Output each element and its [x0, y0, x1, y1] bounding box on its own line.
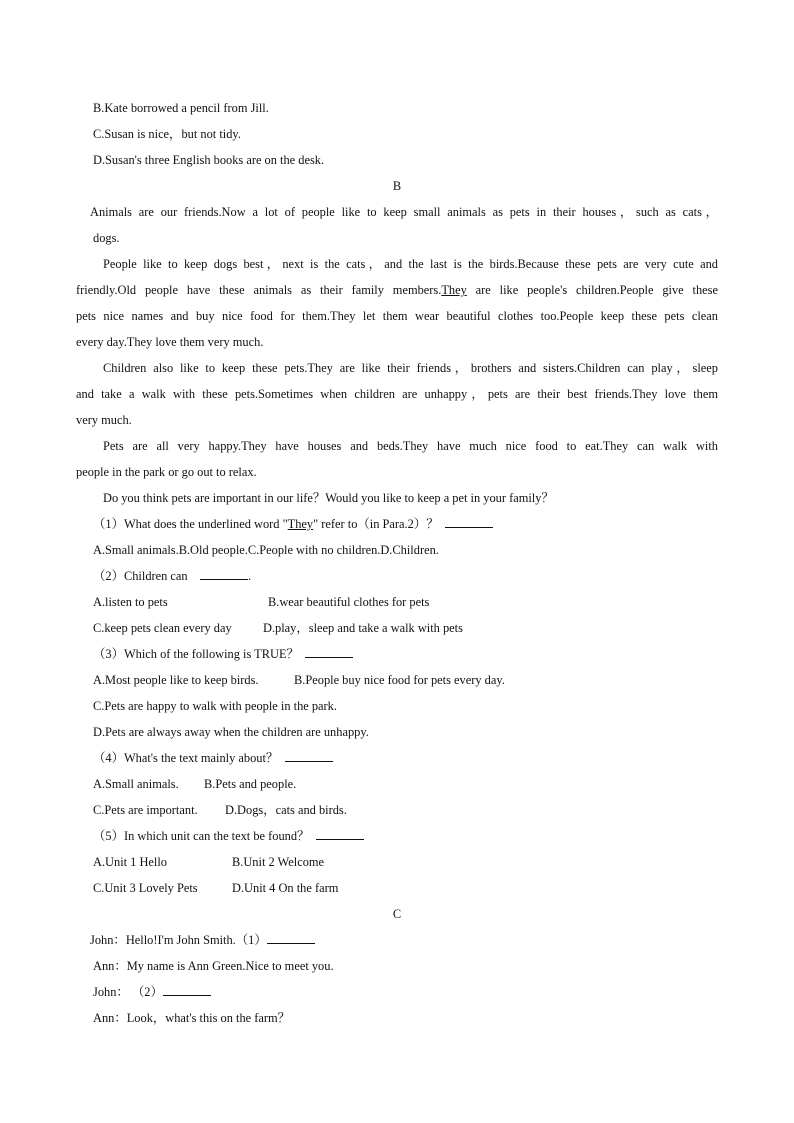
option-c: C.Pets are happy to walk with people in the park.	[93, 699, 337, 713]
dialogue-line: John：Hello!I'm John Smith.（1）	[90, 932, 315, 948]
answer-blank[interactable]	[163, 984, 211, 996]
option-d: D.Unit 4 On the farm	[232, 881, 339, 895]
paragraph-line: every day.They love them very much.	[76, 335, 264, 349]
answer-blank[interactable]	[267, 932, 315, 944]
option-line: B.Kate borrowed a pencil from Jill.	[93, 101, 269, 115]
answer-blank[interactable]	[445, 516, 493, 528]
option-d: D.play，sleep and take a walk with pets	[263, 621, 463, 635]
speaker: John：	[93, 985, 129, 999]
section-heading-b: B	[392, 179, 402, 193]
option-a: A.Unit 1 Hello	[93, 855, 167, 869]
option-line: C.Susan is nice，but not tidy.	[93, 127, 241, 141]
paragraph-line: pets nice names and buy nice food for them.They let them wear beautiful clothes too.People keep these pets clean	[76, 309, 718, 323]
question-stem: （2）Children can .	[93, 569, 252, 583]
option-b: B.Pets and people.	[204, 777, 297, 791]
option-d: D.Dogs，cats and birds.	[225, 803, 347, 817]
option-b: B.Unit 2 Welcome	[232, 855, 325, 869]
option-b: B.People buy nice food for pets every day.	[294, 673, 505, 687]
paragraph-line: dogs.	[93, 231, 120, 245]
speaker: Ann：	[93, 959, 127, 973]
paragraph-line: Children also like to keep these pets.They are like their friends，brothers and sisters.Children can play，sleep	[103, 361, 718, 375]
option-b: B.wear beautiful clothes for pets	[268, 595, 430, 609]
option-a: A.listen to pets	[93, 595, 168, 609]
dialogue-line: Ann：My name is Ann Green.Nice to meet you.	[93, 959, 334, 973]
answer-blank[interactable]	[285, 750, 333, 762]
option-a: A.Most people like to keep birds.	[93, 673, 259, 687]
option-c: C.keep pets clean every day	[93, 621, 232, 635]
underlined-word: They	[287, 517, 314, 531]
section-heading-c: C	[392, 907, 402, 921]
option-c: C.Pets are important.	[93, 803, 198, 817]
option-a: A.Small animals.	[93, 777, 179, 791]
paragraph-line: Animals are our friends.Now a lot of people like to keep small animals as pets in their houses，such as cats，	[90, 205, 718, 219]
answer-blank[interactable]	[305, 646, 353, 658]
underlined-word: They	[441, 283, 467, 297]
paragraph-line-with-underline: friendly.Old people have these animals as their family members.They are like people's children.People give these	[76, 283, 718, 297]
question-stem: （4）What's the text mainly about？	[93, 750, 333, 766]
paragraph-line: very much.	[76, 413, 132, 427]
option-d: D.Pets are always away when the children are unhappy.	[93, 725, 369, 739]
dialogue-line: John： （2）	[93, 984, 211, 1000]
question-stem: （3）Which of the following is TRUE？	[93, 646, 353, 662]
dialogue-line: Ann：Look，what's this on the farm？	[93, 1011, 291, 1025]
option-line: D.Susan's three English books are on the desk.	[93, 153, 325, 167]
speaker: John：	[90, 933, 126, 947]
question-stem: （5）In which unit can the text be found？	[93, 828, 364, 844]
speaker: Ann：	[93, 1011, 127, 1025]
question-stem: （1）What does the underlined word "They" refer to（in Para.2）？	[93, 516, 493, 532]
paragraph-line: Do you think pets are important in our life？Would you like to keep a pet in your family？	[103, 491, 554, 505]
answer-blank[interactable]	[316, 828, 364, 840]
option-line: A.Small animals.B.Old people.C.People with no children.D.Children.	[93, 543, 439, 557]
paragraph-line: people in the park or go out to relax.	[76, 465, 257, 479]
answer-blank[interactable]	[200, 568, 248, 580]
paragraph-line: Pets are all very happy.They have houses and beds.They have much nice food to eat.They can walk with	[103, 439, 718, 453]
option-c: C.Unit 3 Lovely Pets	[93, 881, 198, 895]
paragraph-line: and take a walk with these pets.Sometimes when children are unhappy，pets are their best friends.They love them	[76, 387, 718, 401]
paragraph-line: People like to keep dogs best，next is the cats，and the last is the birds.Because these pets are very cute and	[103, 257, 718, 271]
